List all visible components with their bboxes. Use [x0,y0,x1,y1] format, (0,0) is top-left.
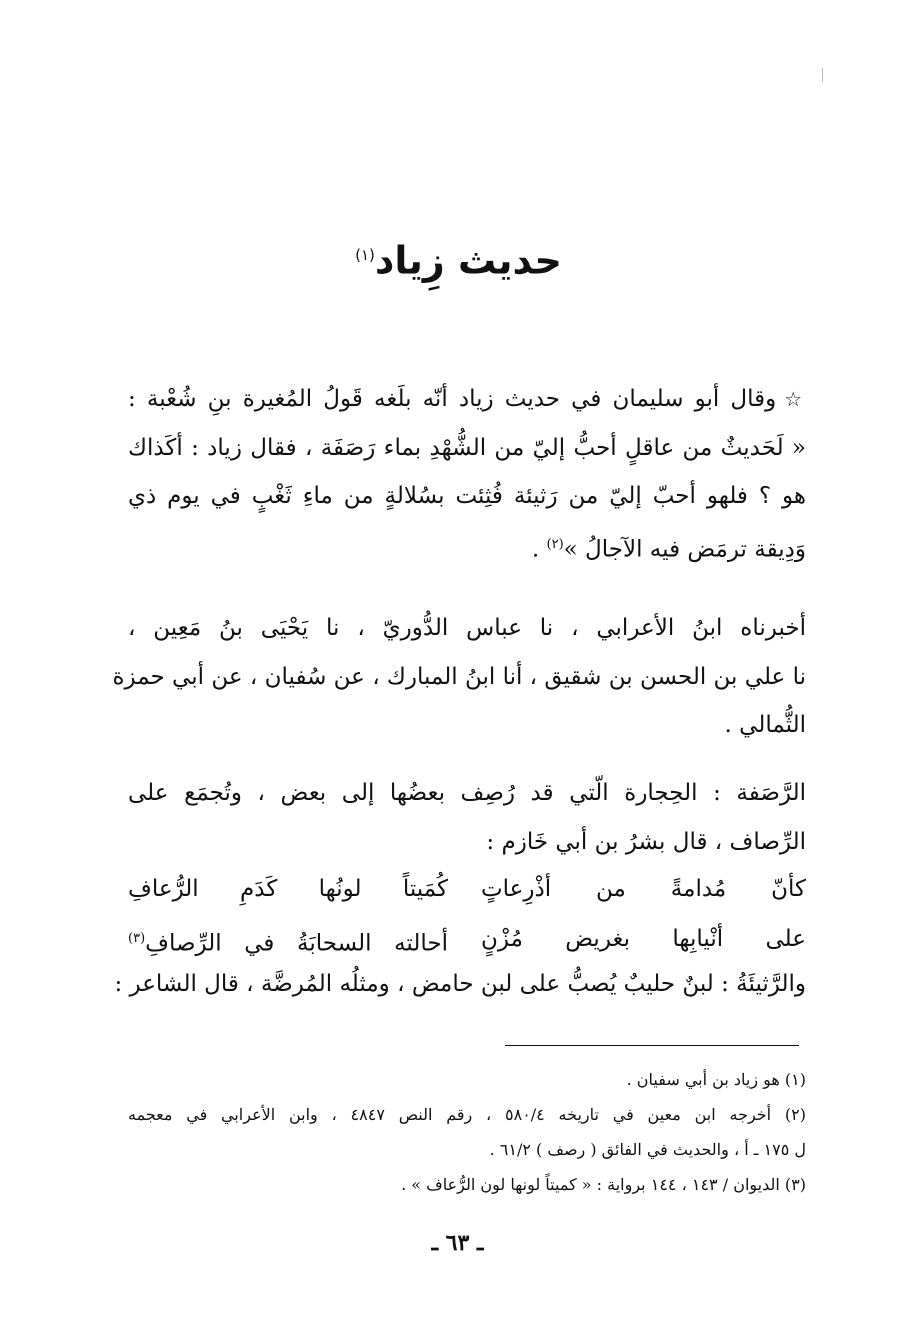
verse-first-hemistich: كأنّ مُدامةً من أذْرِعاتٍ [481,876,806,902]
poem-verse [128,864,806,914]
paragraph-3-line: الرِّصاف ، قال بشرُ بن أبي خَازم : [486,828,806,855]
footnote: (٣) الديوان / ١٤٣ ، ١٤٤ برواية : « كميتاً لونها لون الرُّعاف » . [401,1175,806,1194]
footnote: (١) هو زياد بن أبي سفيان . [626,1070,806,1089]
paragraph-4-line: والرَّثيئَةُ : لبنٌ حليبٌ يُصبُّ على لبن حامض ، ومثلُه المُرضَّة ، قال الشاعر : [114,971,806,997]
page-title [0,225,915,291]
title-footnote-ref: (١) [355,246,375,264]
paragraph-4 [114,960,806,1009]
verse-first-hemistich: على أنْيابِها بغريض مُزْنٍ [481,926,806,952]
footnote: ل ١٧٥ ـ أ ، والحديث في الفائق ( رصف ) ٦١/٢ . [489,1140,806,1159]
paragraph-1-line: ☆وقال أبو سليمان في حديث زياد أنّه بلَغه قَولُ المُغيرة بنِ شُعْبة : [128,386,806,412]
footnote-ref: (٢) [546,536,564,552]
paragraph-1-line: « لَحَديثٌ من عاقلٍ أحبُّ إليّ من الشُّهْدِ بماء رَصَفَة ، فقال زياد : أكَذاك [128,434,806,461]
paragraph-3 [128,769,806,866]
paragraph-3-line: الرَّصَفة : الحِجارة الّتي قد رُصِف بعضُها إلى بعض ، وتُجمَع على [128,780,806,806]
footnote-separator [505,1045,799,1046]
margin-mark [822,68,823,82]
paragraph-2-line: نا علي بن الحسن بن شقيق ، أنا ابنُ المبارك ، عن سُفيان ، عن أبي حمزة [112,663,806,690]
page-number: ـ ٦٣ ـ [431,1230,484,1256]
star-icon: ☆ [784,387,806,411]
verse-second-hemistich: كُمَيتاً لونُها كَدَمِ الرُّعافِ [128,876,448,902]
footnote: (٢) أخرجه ابن معين في تاريخه ٥٨٠/٤ ، رقم النص ٤٨٤٧ ، وابن الأعرابي في معجمه [128,1105,806,1124]
paragraph-2-line: أخبرناه ابنُ الأعرابي ، نا عباس الدُّوريّ ، نا يَحْيَى بنُ مَعِين ، [128,615,806,641]
verse-second-hemistich: أحالته السحابَةُ في الرِّصافِ$^{(٣)}$ [128,930,448,957]
paragraph-1-line: هو ؟ فلهو أحبّ إليّ من رَثيئة فُثِئت بسُلالةٍ من ماءِ ثَغْبٍ في يوم ذي [128,483,806,509]
paragraph-2 [112,604,806,750]
paragraph-1 [128,375,806,574]
paragraph-2-line: الثُّمالي . [724,712,806,738]
poem [128,864,806,969]
footnote-ref: (٣) [128,931,146,946]
paragraph-1-line: وَدِيقة ترمَض فيه الآجالُ »$^{(٢)}$ . [531,536,806,563]
footnotes [128,1062,806,1202]
title-text: حديث زِياد [374,238,562,283]
